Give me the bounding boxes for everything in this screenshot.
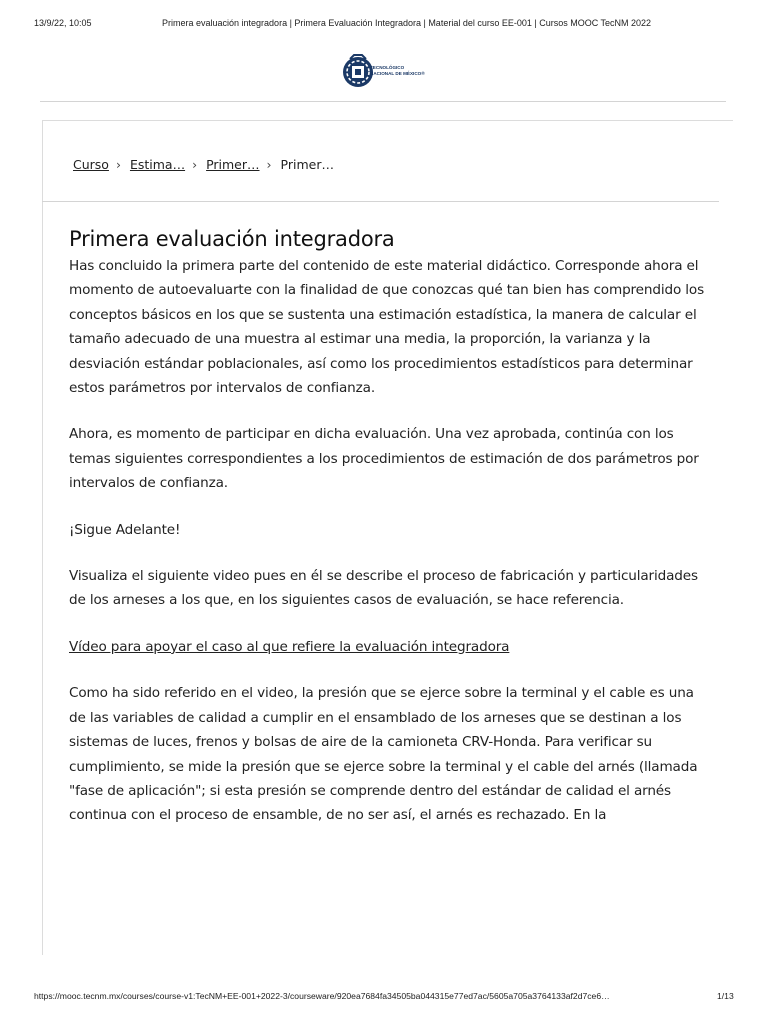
video-link[interactable]: Vídeo para apoyar el caso al que refiere la evaluación integradora (69, 638, 510, 655)
print-timestamp: 13/9/22, 10:05 (34, 18, 92, 28)
breadcrumb-separator-icon: › (192, 157, 198, 172)
logo-text-line1: TECNOLÓGICO (370, 65, 405, 70)
breadcrumb-separator-icon: › (115, 157, 121, 172)
header-divider (40, 101, 726, 102)
print-document-title: Primera evaluación integradora | Primera Evaluación Integradora | Material del curso EE-001 | Cursos MOOC TecNM 2022 (162, 18, 652, 28)
breadcrumb-item-current: Primer… (280, 157, 334, 172)
print-page-number: 1/13 (717, 991, 734, 1001)
breadcrumb-item-section[interactable]: Primer… (206, 157, 260, 172)
encouragement-text: ¡Sigue Adelante! (69, 521, 181, 538)
breadcrumb-item-curso[interactable]: Curso (73, 157, 109, 172)
print-header (0, 18, 768, 32)
print-footer (0, 991, 768, 1005)
case-description-paragraph: Como ha sido referido en el video, la presión que se ejerce sobre la terminal y el cable es una de las variables de calidad a cumplir en el ensamblado de los arneses que se destinan a los sistemas de luces, frenos y bolsas de aire de la camioneta CRV-Honda. Para verificar su cumplimiento, se mide la presión que se ejerce sobre la terminal y el cable del arnés (llamada "fase de aplicación"; si esta presión se comprende dentro del estándar de calidad el arnés continua con el proceso de ensamble, de no ser así, el arnés es rechazado. En la (69, 685, 698, 824)
unit-content (69, 224, 709, 850)
video-instruction-paragraph: Visualiza el siguiente video pues en él se describe el proceso de fabricación y particularidades de los arneses a los que, en los siguientes casos de evaluación, se hace referencia. (69, 568, 698, 609)
breadcrumb-item-estimacion[interactable]: Estima… (129, 157, 186, 172)
tecnm-logo[interactable] (340, 52, 432, 92)
intro-paragraph: Has concluido la primera parte del contenido de este material didáctico. Corresponde ahora el momento de autoevaluarte con la finalidad de que conozcas qué tan bien has comprendido los conceptos básicos en los que se sustenta una estimación estadística, la manera de calcular el tamaño adecuado de una muestra al estimar una media, la proporción, la varianza y la desviación estándar poblacionales, así como los procedimientos estadísticos para determinar estos parámetros por intervalos de confianza. (69, 258, 705, 397)
print-url: https://mooc.tecnm.mx/courses/course-v1:TecNM+EE-001+2022-3/courseware/920ea7684fa34505ba044315e77ed7ac/5605a705a3764133af2d7ce6… (34, 991, 610, 1001)
logo-text-line2: NACIONAL DE MÉXICO® (370, 71, 425, 76)
breadcrumb-separator-icon: › (266, 157, 272, 172)
evaluation-paragraph: Ahora, es momento de participar en dicha evaluación. Una vez aprobada, continúa con los temas siguientes correspondientes a los procedimientos de estimación de dos parámetros por intervalos de confianza. (69, 426, 699, 492)
breadcrumb-divider (42, 201, 719, 202)
page-title: Primera evaluación integradora (69, 227, 395, 251)
breadcrumb (73, 157, 334, 172)
tecnm-logo-text (370, 65, 425, 77)
